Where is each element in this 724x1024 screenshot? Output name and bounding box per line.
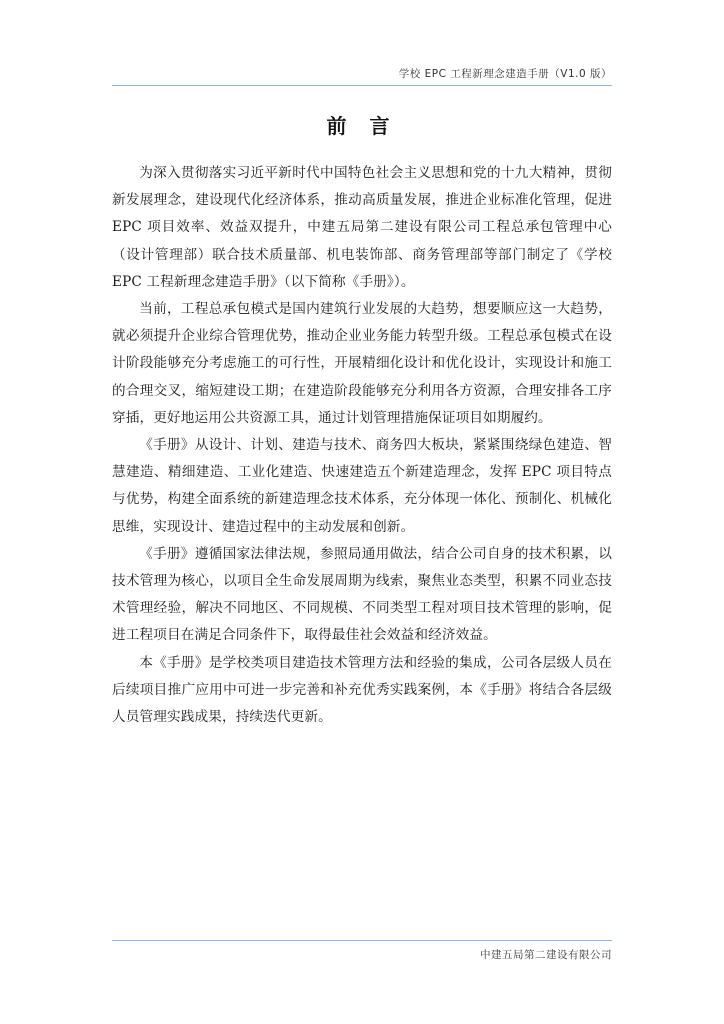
paragraph-2: 当前，工程总承包模式是国内建筑行业发展的大趋势，想要顺应这一大趋势，就必须提升企业综合管理优势，推动企业业务能力转型升级。工程总承包模式在设计阶段能够充分考虑施工的可行性，开展精细化设计和优化设计，实现设计和施工的合理交叉，缩短建设工期；在建造阶段能够充分利用各方资源，合理安排各工序穿插，更好地运用公共资源工具，通过计划管理措施保证项目如期履约。 (112, 301, 612, 426)
body-text (112, 160, 612, 731)
paragraph-5: 本《手册》是学校类项目建造技术管理方法和经验的集成，公司各层级人员在后续项目推广应用中可进一步完善和补充优秀实践案例，本《手册》将结合各层级人员管理实践成果，持续迭代更新。 (112, 654, 612, 726)
header-rule (112, 85, 612, 86)
running-header: 学校 EPC 工程新理念建造手册（V1.0 版） (398, 68, 612, 80)
footer-rule (112, 940, 612, 941)
paragraph-3: 《手册》从设计、计划、建造与技术、商务四大板块，紧紧围绕绿色建造、智慧建造、精细建造、工业化建造、快速建造五个新建造理念，发挥 EPC 项目特点与优势，构建全面系统的新建造理念技术体系，充分体现一体化、预制化、机械化思维，实现设计、建造过程中的主动发展和创新。 (112, 437, 612, 535)
page-title: 前 言 (326, 114, 398, 138)
paragraph-4: 《手册》遵循国家法律法规，参照局通用做法，结合公司自身的技术积累，以技术管理为核心，以项目全生命发展周期为线索，聚焦业态类型，积累不同业态技术管理经验，解决不同地区、不同规模、不同类型工程对项目技术管理的影响，促进工程项目在满足合同条件下，取得最佳社会效益和经济效益。 (112, 545, 612, 644)
paragraph-1: 为深入贯彻落实习近平新时代中国特色社会主义思想和党的十九大精神，贯彻新发展理念，建设现代化经济体系，推动高质量发展，推进企业标准化管理，促进 EPC 项目效率、效益双提升，中建五局第二建设有限公司工程总承包管理中心（设计管理部）联合技术质量部、机电装饰部、商务管理部等部门制定了《学校 EPC 工程新理念建造手册》（以下简称《手册》）。 (112, 165, 612, 290)
running-footer: 中建五局第二建设有限公司 (480, 949, 612, 961)
